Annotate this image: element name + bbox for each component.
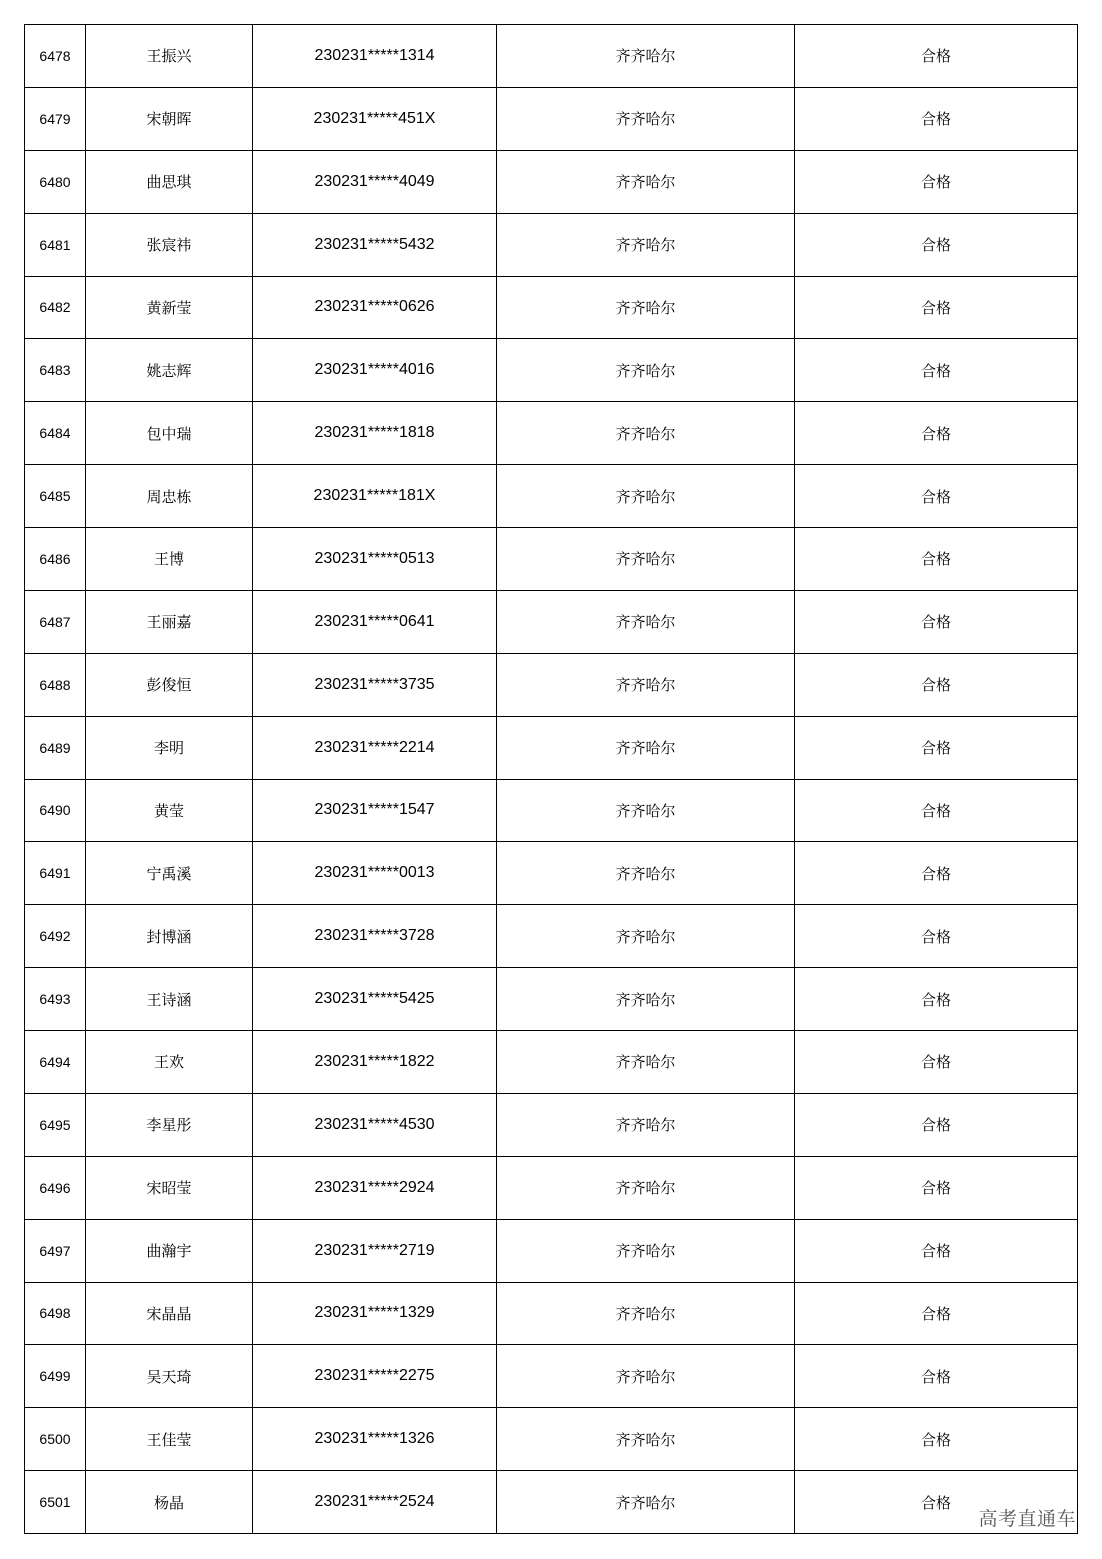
masked-id-number: 230231*****0626 bbox=[253, 276, 497, 339]
person-name: 姚志辉 bbox=[86, 339, 253, 402]
row-number: 6496 bbox=[25, 1156, 86, 1219]
masked-id-number: 230231*****1547 bbox=[253, 779, 497, 842]
table-row bbox=[25, 1156, 1078, 1219]
city-name: 齐齐哈尔 bbox=[497, 1282, 795, 1345]
row-number: 6493 bbox=[25, 968, 86, 1031]
city-name: 齐齐哈尔 bbox=[497, 842, 795, 905]
result-status: 合格 bbox=[795, 1345, 1078, 1408]
person-name: 吴天琦 bbox=[86, 1345, 253, 1408]
city-name: 齐齐哈尔 bbox=[497, 1031, 795, 1094]
row-number: 6501 bbox=[25, 1471, 86, 1534]
masked-id-number: 230231*****2719 bbox=[253, 1219, 497, 1282]
city-name: 齐齐哈尔 bbox=[497, 276, 795, 339]
person-name: 杨晶 bbox=[86, 1471, 253, 1534]
person-name: 王振兴 bbox=[86, 25, 253, 88]
masked-id-number: 230231*****2924 bbox=[253, 1156, 497, 1219]
row-number: 6491 bbox=[25, 842, 86, 905]
person-name: 曲思琪 bbox=[86, 150, 253, 213]
table-row bbox=[25, 842, 1078, 905]
table-row bbox=[25, 25, 1078, 88]
masked-id-number: 230231*****5432 bbox=[253, 213, 497, 276]
person-name: 王欢 bbox=[86, 1031, 253, 1094]
result-status: 合格 bbox=[795, 842, 1078, 905]
masked-id-number: 230231*****1329 bbox=[253, 1282, 497, 1345]
masked-id-number: 230231*****181X bbox=[253, 465, 497, 528]
result-status: 合格 bbox=[795, 1471, 1078, 1534]
row-number: 6488 bbox=[25, 653, 86, 716]
city-name: 齐齐哈尔 bbox=[497, 25, 795, 88]
row-number: 6485 bbox=[25, 465, 86, 528]
city-name: 齐齐哈尔 bbox=[497, 1408, 795, 1471]
city-name: 齐齐哈尔 bbox=[497, 339, 795, 402]
city-name: 齐齐哈尔 bbox=[497, 1345, 795, 1408]
result-status: 合格 bbox=[795, 1093, 1078, 1156]
person-name: 王诗涵 bbox=[86, 968, 253, 1031]
result-status: 合格 bbox=[795, 590, 1078, 653]
masked-id-number: 230231*****1818 bbox=[253, 402, 497, 465]
city-name: 齐齐哈尔 bbox=[497, 779, 795, 842]
city-name: 齐齐哈尔 bbox=[497, 1219, 795, 1282]
person-name: 李明 bbox=[86, 716, 253, 779]
row-number: 6495 bbox=[25, 1093, 86, 1156]
masked-id-number: 230231*****2214 bbox=[253, 716, 497, 779]
row-number: 6494 bbox=[25, 1031, 86, 1094]
row-number: 6487 bbox=[25, 590, 86, 653]
row-number: 6486 bbox=[25, 528, 86, 591]
result-status: 合格 bbox=[795, 968, 1078, 1031]
table-row bbox=[25, 779, 1078, 842]
result-status: 合格 bbox=[795, 653, 1078, 716]
table-row bbox=[25, 1031, 1078, 1094]
table-row bbox=[25, 339, 1078, 402]
city-name: 齐齐哈尔 bbox=[497, 465, 795, 528]
result-status: 合格 bbox=[795, 339, 1078, 402]
person-name: 张宸祎 bbox=[86, 213, 253, 276]
person-name: 王丽嘉 bbox=[86, 590, 253, 653]
table-row bbox=[25, 465, 1078, 528]
result-status: 合格 bbox=[795, 528, 1078, 591]
city-name: 齐齐哈尔 bbox=[497, 968, 795, 1031]
row-number: 6500 bbox=[25, 1408, 86, 1471]
results-table-body bbox=[25, 25, 1078, 1534]
table-row bbox=[25, 1345, 1078, 1408]
result-status: 合格 bbox=[795, 779, 1078, 842]
result-status: 合格 bbox=[795, 1282, 1078, 1345]
result-status: 合格 bbox=[795, 1408, 1078, 1471]
table-row bbox=[25, 1471, 1078, 1534]
masked-id-number: 230231*****1314 bbox=[253, 25, 497, 88]
row-number: 6489 bbox=[25, 716, 86, 779]
row-number: 6479 bbox=[25, 87, 86, 150]
city-name: 齐齐哈尔 bbox=[497, 1093, 795, 1156]
result-status: 合格 bbox=[795, 276, 1078, 339]
table-row bbox=[25, 528, 1078, 591]
person-name: 黄莹 bbox=[86, 779, 253, 842]
person-name: 宁禹溪 bbox=[86, 842, 253, 905]
row-number: 6484 bbox=[25, 402, 86, 465]
person-name: 王博 bbox=[86, 528, 253, 591]
city-name: 齐齐哈尔 bbox=[497, 213, 795, 276]
result-status: 合格 bbox=[795, 1219, 1078, 1282]
table-row bbox=[25, 1093, 1078, 1156]
masked-id-number: 230231*****0641 bbox=[253, 590, 497, 653]
table-row bbox=[25, 213, 1078, 276]
result-status: 合格 bbox=[795, 465, 1078, 528]
table-row bbox=[25, 1282, 1078, 1345]
person-name: 宋昭莹 bbox=[86, 1156, 253, 1219]
row-number: 6499 bbox=[25, 1345, 86, 1408]
masked-id-number: 230231*****5425 bbox=[253, 968, 497, 1031]
table-row bbox=[25, 653, 1078, 716]
result-status: 合格 bbox=[795, 87, 1078, 150]
row-number: 6480 bbox=[25, 150, 86, 213]
table-row bbox=[25, 590, 1078, 653]
row-number: 6478 bbox=[25, 25, 86, 88]
masked-id-number: 230231*****1822 bbox=[253, 1031, 497, 1094]
person-name: 曲瀚宇 bbox=[86, 1219, 253, 1282]
city-name: 齐齐哈尔 bbox=[497, 716, 795, 779]
result-status: 合格 bbox=[795, 1156, 1078, 1219]
table-row bbox=[25, 716, 1078, 779]
person-name: 周忠栋 bbox=[86, 465, 253, 528]
person-name: 王佳莹 bbox=[86, 1408, 253, 1471]
person-name: 宋朝晖 bbox=[86, 87, 253, 150]
masked-id-number: 230231*****4530 bbox=[253, 1093, 497, 1156]
table-row bbox=[25, 905, 1078, 968]
city-name: 齐齐哈尔 bbox=[497, 402, 795, 465]
row-number: 6483 bbox=[25, 339, 86, 402]
masked-id-number: 230231*****0013 bbox=[253, 842, 497, 905]
table-row bbox=[25, 968, 1078, 1031]
result-status: 合格 bbox=[795, 150, 1078, 213]
result-status: 合格 bbox=[795, 402, 1078, 465]
row-number: 6482 bbox=[25, 276, 86, 339]
city-name: 齐齐哈尔 bbox=[497, 653, 795, 716]
city-name: 齐齐哈尔 bbox=[497, 528, 795, 591]
result-status: 合格 bbox=[795, 905, 1078, 968]
result-status: 合格 bbox=[795, 1031, 1078, 1094]
person-name: 宋晶晶 bbox=[86, 1282, 253, 1345]
city-name: 齐齐哈尔 bbox=[497, 905, 795, 968]
row-number: 6497 bbox=[25, 1219, 86, 1282]
person-name: 封博涵 bbox=[86, 905, 253, 968]
city-name: 齐齐哈尔 bbox=[497, 1156, 795, 1219]
masked-id-number: 230231*****4049 bbox=[253, 150, 497, 213]
table-row bbox=[25, 276, 1078, 339]
watermark-text: 高考直通车 bbox=[978, 1508, 1076, 1530]
city-name: 齐齐哈尔 bbox=[497, 87, 795, 150]
masked-id-number: 230231*****2524 bbox=[253, 1471, 497, 1534]
masked-id-number: 230231*****3735 bbox=[253, 653, 497, 716]
person-name: 李星彤 bbox=[86, 1093, 253, 1156]
row-number: 6492 bbox=[25, 905, 86, 968]
city-name: 齐齐哈尔 bbox=[497, 150, 795, 213]
table-row bbox=[25, 1219, 1078, 1282]
masked-id-number: 230231*****3728 bbox=[253, 905, 497, 968]
row-number: 6481 bbox=[25, 213, 86, 276]
results-sheet bbox=[24, 24, 1077, 1534]
masked-id-number: 230231*****0513 bbox=[253, 528, 497, 591]
city-name: 齐齐哈尔 bbox=[497, 590, 795, 653]
masked-id-number: 230231*****1326 bbox=[253, 1408, 497, 1471]
city-name: 齐齐哈尔 bbox=[497, 1471, 795, 1534]
table-row bbox=[25, 1408, 1078, 1471]
table-row bbox=[25, 402, 1078, 465]
results-table bbox=[24, 24, 1078, 1534]
masked-id-number: 230231*****2275 bbox=[253, 1345, 497, 1408]
row-number: 6498 bbox=[25, 1282, 86, 1345]
person-name: 包中瑞 bbox=[86, 402, 253, 465]
masked-id-number: 230231*****451X bbox=[253, 87, 497, 150]
result-status: 合格 bbox=[795, 716, 1078, 779]
result-status: 合格 bbox=[795, 25, 1078, 88]
masked-id-number: 230231*****4016 bbox=[253, 339, 497, 402]
person-name: 彭俊恒 bbox=[86, 653, 253, 716]
table-row bbox=[25, 87, 1078, 150]
person-name: 黄新莹 bbox=[86, 276, 253, 339]
table-row bbox=[25, 150, 1078, 213]
row-number: 6490 bbox=[25, 779, 86, 842]
result-status: 合格 bbox=[795, 213, 1078, 276]
